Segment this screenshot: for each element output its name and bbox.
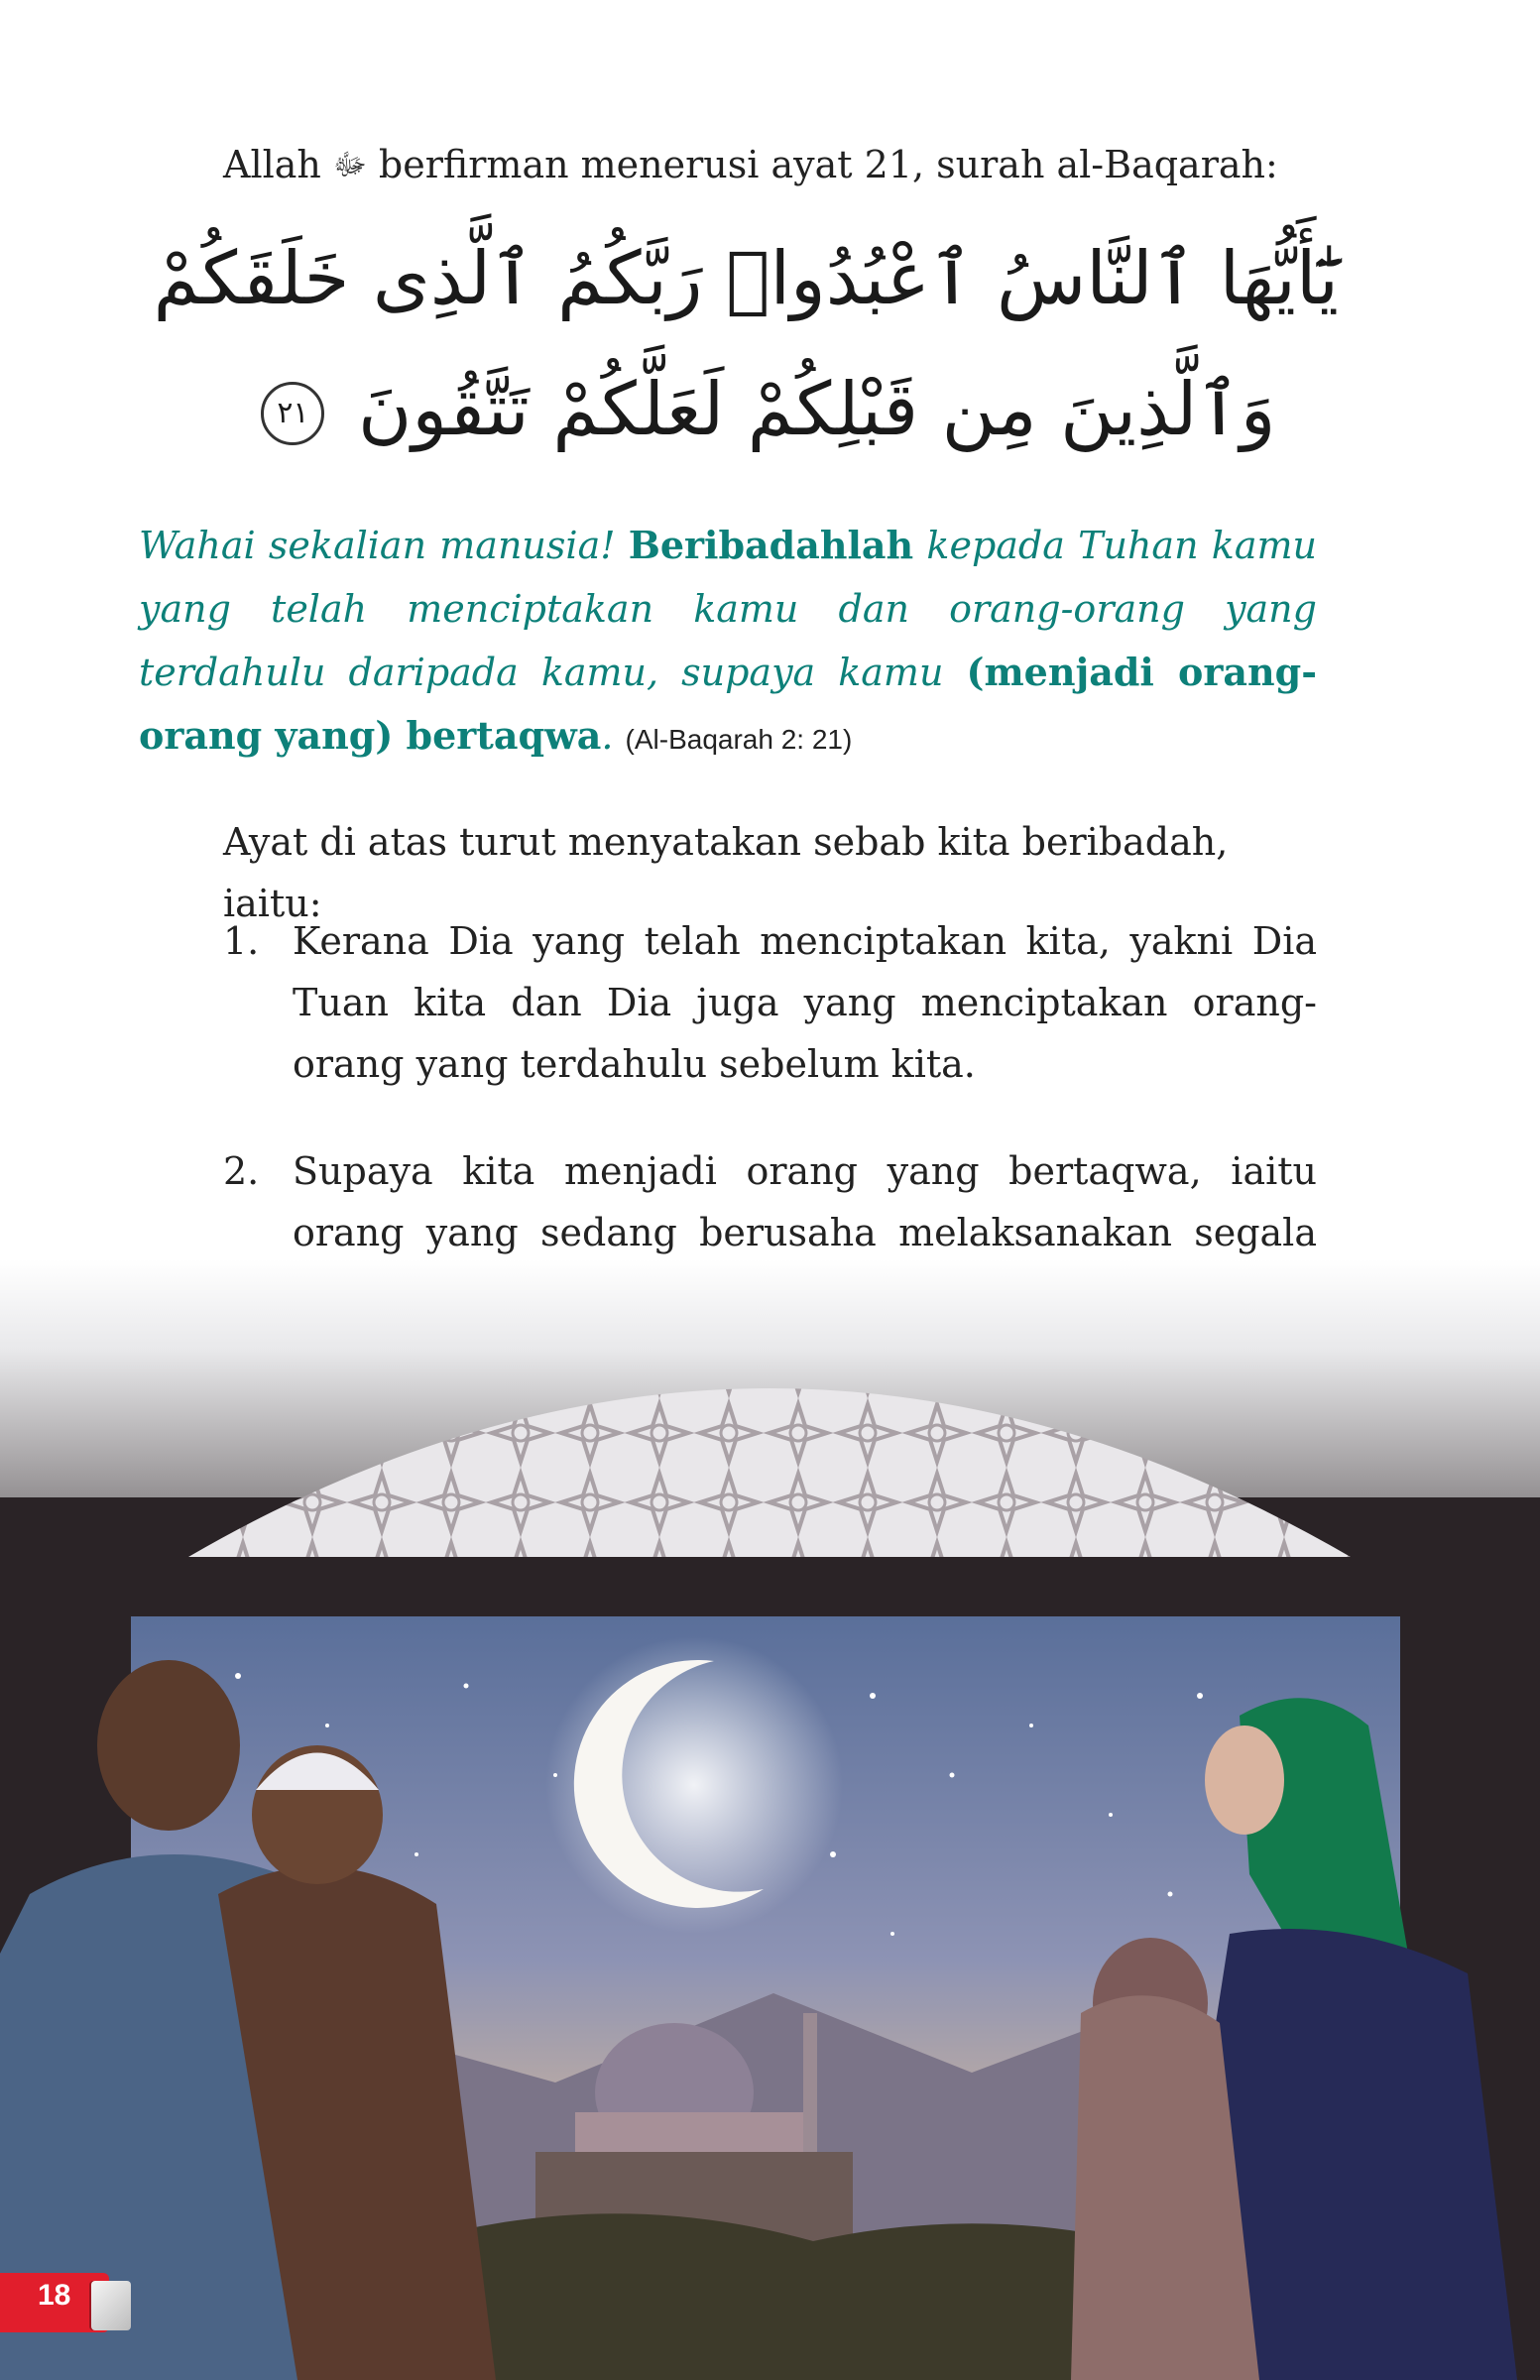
list-item-2-text-before: Supaya kita menjadi orang yang bertaqwa, iaitu orang yang sedang berusaha melaksanakan segala (293, 1149, 1317, 1254)
translation-part-1: Wahai sekalian manusia! (139, 524, 629, 567)
list-item-2-number: 2. (223, 1149, 260, 1193)
intro-after: berfirman menerusi ayat 21, surah al-Baqarah: (366, 143, 1278, 186)
translation-part-2: kepada Tuhan kamu yang telah menciptakan kamu dan orang-orang yang terdahulu daripada kamu, supaya kamu (139, 524, 1317, 694)
list-item-1-text: Kerana Dia yang telah menciptakan kita, yakni Dia Tuan kita dan Dia juga yang menciptakan orang-orang yang terdahulu sebelum kita. (293, 919, 1317, 1086)
arabic-verse-line-2-text: وَٱلَّذِينَ مِن قَبْلِكُمْ لَعَلَّكُمْ تَتَّقُونَ (357, 367, 1276, 452)
intro-before: Allah (223, 143, 333, 186)
arabic-verse-line-1: يَٰٓأَيُّهَا ٱلنَّاسُ ٱعْبُدُوا۟ رَبَّكُمُ ٱلَّذِى خَلَقَكُمْ (153, 236, 1339, 321)
intro-paragraph (223, 137, 1314, 193)
reasons-lead-sentence: Ayat di atas turut menyatakan sebab kita beribadah, iaitu: (223, 820, 1229, 925)
list-item-1 (223, 910, 1317, 1095)
lattice-arch (188, 1388, 1351, 1557)
family-moon-illustration (0, 1259, 1540, 2380)
page-number: 18 (38, 2279, 71, 2312)
page-curl-decoration (91, 2281, 131, 2330)
arabic-verse-line-2 (198, 367, 1339, 452)
ayah-number-marker: ٢١ (261, 382, 324, 445)
verse-reference: (Al-Baqarah 2: 21) (625, 724, 853, 755)
translation-part-3: . (601, 714, 626, 758)
verse-translation (139, 514, 1317, 772)
translation-bold-1: Beribadahlah (628, 523, 914, 567)
list-item-1-number: 1. (223, 919, 260, 963)
allah-honorific-glyph: ﷻ (332, 148, 367, 182)
translation-bold-2: (menjadi orang-orang yang) bertaqwa (139, 650, 1318, 758)
illustration-svg (0, 1259, 1540, 2380)
